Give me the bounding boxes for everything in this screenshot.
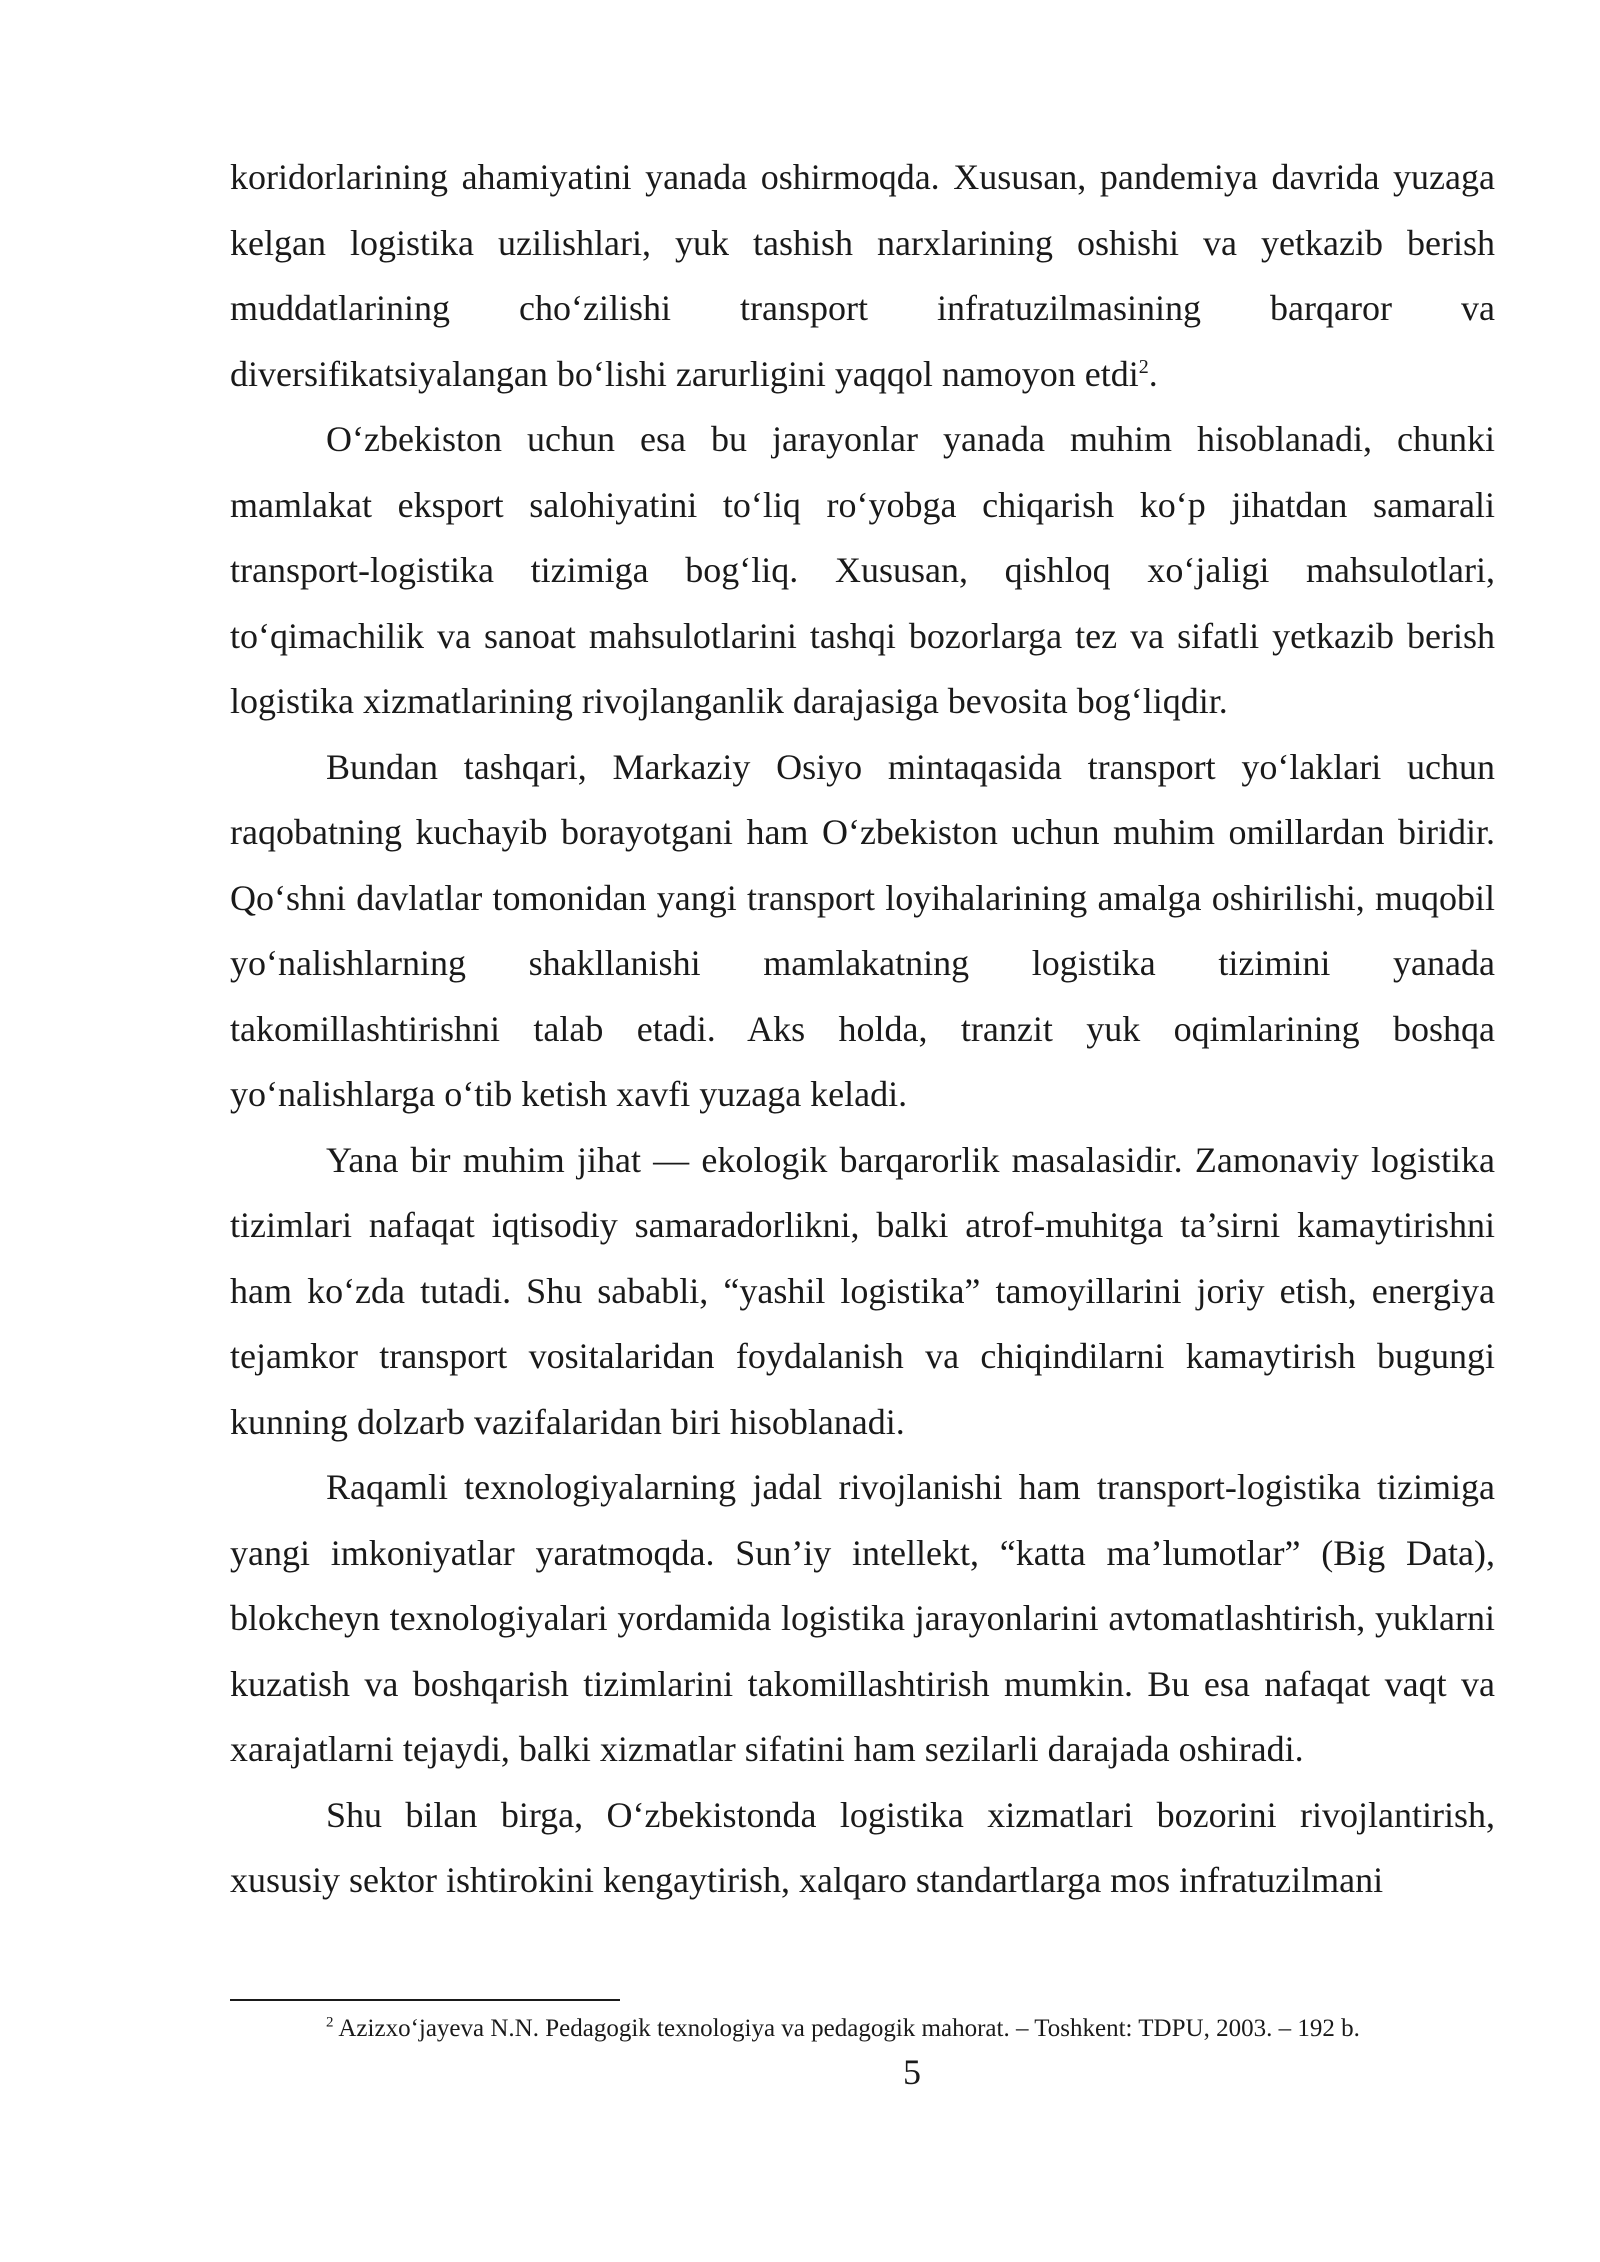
footnote xyxy=(230,2012,1495,2046)
paragraph: O‘zbekiston uchun esa bu jarayonlar yanada muhim hisoblanadi, chunki mamlakat eksport salohiyatini to‘liq ro‘yobga chiqarish ko‘p jihatdan samarali transport-logistika tizimiga bog‘liq. Xususan, qishloq xo‘jaligi mahsulotlari, to‘qimachilik va sanoat mahsulotlarini tashqi bozorlarga tez va sifatli yetkazib berish logistika xizmatlarining rivojlanganlik darajasiga bevosita bog‘liqdir. xyxy=(230,419,1495,721)
footnote-text: Azizxo‘jayeva N.N. Pedagogik texnologiya va pedagogik mahorat. – Toshkent: TDPU, 2003. – 192 b. xyxy=(338,2015,1360,2042)
footnote-separator xyxy=(230,1999,620,2001)
paragraph: Shu bilan birga, O‘zbekistonda logistika xizmatlari bozorini rivojlantirish, xususiy sektor ishtirokini kengaytirish, xalqaro standartlarga mos infratuzilmani xyxy=(230,1794,1495,1900)
footnote-reference[interactable]: 2 xyxy=(1138,355,1149,378)
page-number: 5 xyxy=(903,2052,921,2092)
paragraph-text: koridorlarining ahamiyatini yanada oshirmoqda. Xususan, pandemiya davrida yuzaga kelgan logistika uzilishlari, yuk tashish narxlarining oshishi va yetkazib berish muddatlarining cho‘zilishi transport infratuzilmasining barqaror va diversifikatsiyalangan bo‘lishi zarurligini yaqqol namoyon etdi xyxy=(230,157,1495,394)
body-text xyxy=(230,145,1495,1914)
paragraph-end-punctuation: . xyxy=(1148,353,1158,394)
paragraph: Bundan tashqari, Markaziy Osiyo mintaqasida transport yo‘laklari uchun raqobatning kuchayib borayotgani ham O‘zbekiston uchun muhim omillardan biridir. Qo‘shni davlatlar tomonidan yangi transport loyihalarining amalga oshirilishi, muqobil yo‘nalishlarning shakllanishi mamlakatning logistika tizimini yanada takomillashtirishni talab etadi. Aks holda, tranzit yuk oqimlarining boshqa yo‘nalishlarga o‘tib ketish xavfi yuzaga keladi. xyxy=(230,746,1495,1114)
footnote-marker: 2 xyxy=(326,2014,334,2031)
paragraph: Raqamli texnologiyalarning jadal rivojlanishi ham transport-logistika tizimiga yangi imkoniyatlar yaratmoqda. Sun’iy intellekt, “katta ma’lumotlar” (Big Data), blokcheyn texnologiyalari yordamida logistika jarayonlarini avtomatlashtirish, yuklarni kuzatish va boshqarish tizimlarini takomillashtirish mumkin. Bu esa nafaqat vaqt va xarajatlarni tejaydi, balki xizmatlar sifatini ham sezilarli darajada oshiradi. xyxy=(230,1467,1495,1769)
paragraph: Yana bir muhim jihat — ekologik barqarorlik masalasidir. Zamonaviy logistika tizimlari nafaqat iqtisodiy samaradorlikni, balki atrof-muhitga ta’sirni kamaytirishni ham ko‘zda tutadi. Shu sababli, “yashil logistika” tamoyillarini joriy etish, energiya tejamkor transport vositalaridan foydalanish va chiqindilarni kamaytirish bugungi kunning dolzarb vazifalaridan biri hisoblanadi. xyxy=(230,1139,1495,1442)
paragraph-continued xyxy=(230,145,1495,407)
